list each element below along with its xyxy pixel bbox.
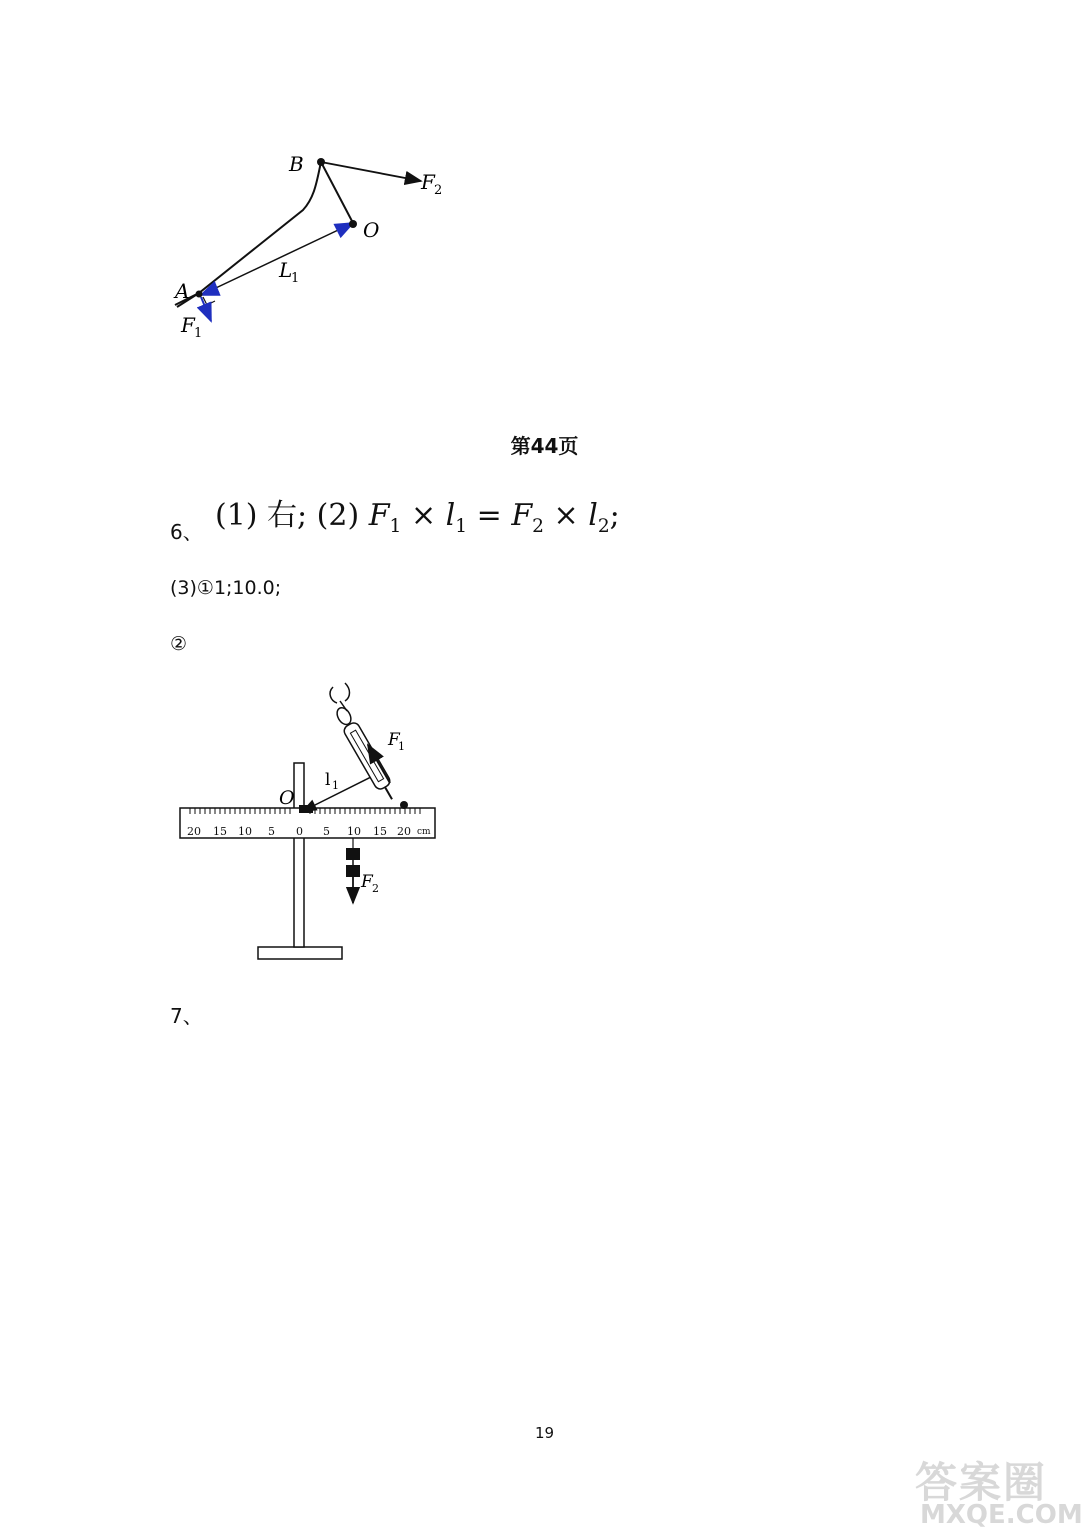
formula-f2: F — [511, 498, 533, 533]
label-l1-sub: 1 — [291, 271, 300, 286]
stand-base — [258, 947, 342, 959]
lever-diagram-1 — [165, 145, 465, 355]
stand-pole — [294, 763, 304, 947]
ruler-tick-label-right-10: 10 — [347, 825, 361, 838]
formula-f1-sub: 1 — [389, 516, 402, 537]
ruler-tick-label-left-15: 15 — [213, 825, 227, 838]
lever-body — [175, 162, 353, 305]
question-6-number: 6、 — [170, 520, 203, 544]
label-f1-2-sub: 1 — [398, 740, 405, 753]
weight-1 — [346, 848, 360, 860]
force-f2-arrow — [321, 162, 421, 181]
ruler-tick-label-right-15: 15 — [373, 825, 387, 838]
question-6-part-3: (3)①1;10.0; — [170, 577, 282, 599]
watermark-url: MXQE.COM — [920, 1500, 1083, 1530]
formula-l2: l — [588, 498, 598, 533]
spring-scale — [333, 704, 399, 803]
label-f2: F — [421, 170, 435, 194]
ruler-unit: cm — [417, 827, 431, 837]
question-6-formula — [215, 490, 620, 537]
label-l1: L — [279, 258, 293, 282]
formula-end: ; — [609, 498, 620, 533]
weight-2 — [346, 865, 360, 877]
point-b — [317, 158, 325, 166]
label-o-2: O — [279, 787, 295, 809]
label-o: O — [363, 218, 380, 242]
question-6-part-3-item-2: ② — [170, 633, 188, 655]
formula-f2-sub: 2 — [532, 516, 544, 537]
label-f1: F — [181, 313, 195, 337]
moment-arm-l1 — [201, 223, 353, 295]
label-b: B — [289, 152, 304, 176]
label-f2-sub: 2 — [434, 183, 443, 198]
question-7-number: 7、 — [170, 1004, 203, 1028]
ruler-tick-label-right-20: 20 — [397, 825, 411, 838]
label-f1-2: F — [388, 730, 400, 750]
moment-arm-l1-start-arrowhead — [201, 291, 211, 295]
point-o — [349, 220, 357, 228]
formula-part-1: (1) 右; (2) — [215, 498, 360, 533]
scale-hook-point — [400, 801, 408, 809]
ruler-tick-label-left-20: 20 — [187, 825, 201, 838]
force-f1-arrow — [201, 297, 211, 321]
ruler-tick-label-left-5: 5 — [268, 825, 275, 838]
ruler-tick-label-0: 0 — [296, 825, 303, 838]
label-l1-2-sub: 1 — [332, 779, 339, 792]
formula-equals: = — [476, 498, 502, 533]
label-a: A — [175, 279, 190, 303]
formula-times-1: × — [410, 498, 437, 533]
formula-l1: l — [445, 498, 456, 533]
label-f2-2-sub: 2 — [372, 882, 379, 895]
label-f1-sub: 1 — [194, 326, 203, 341]
watermark-logo-text: 答案圈 — [915, 1458, 1048, 1507]
label-f2-2: F — [361, 872, 373, 892]
ruler-tick-label-left-10: 10 — [238, 825, 252, 838]
label-l1-2: l — [325, 770, 331, 790]
page-number: 19 — [534, 1424, 555, 1442]
formula-l2-sub: 2 — [597, 516, 610, 537]
page-heading: 第44页 — [510, 434, 579, 458]
ruler-tick-label-right-5: 5 — [323, 825, 330, 838]
formula-times-2: × — [553, 498, 579, 533]
formula-l1-sub: 1 — [455, 516, 468, 537]
point-a — [196, 291, 203, 298]
lever-diagram-2 — [175, 675, 445, 970]
formula-f1: F — [368, 498, 390, 533]
hand-icon — [330, 683, 349, 703]
